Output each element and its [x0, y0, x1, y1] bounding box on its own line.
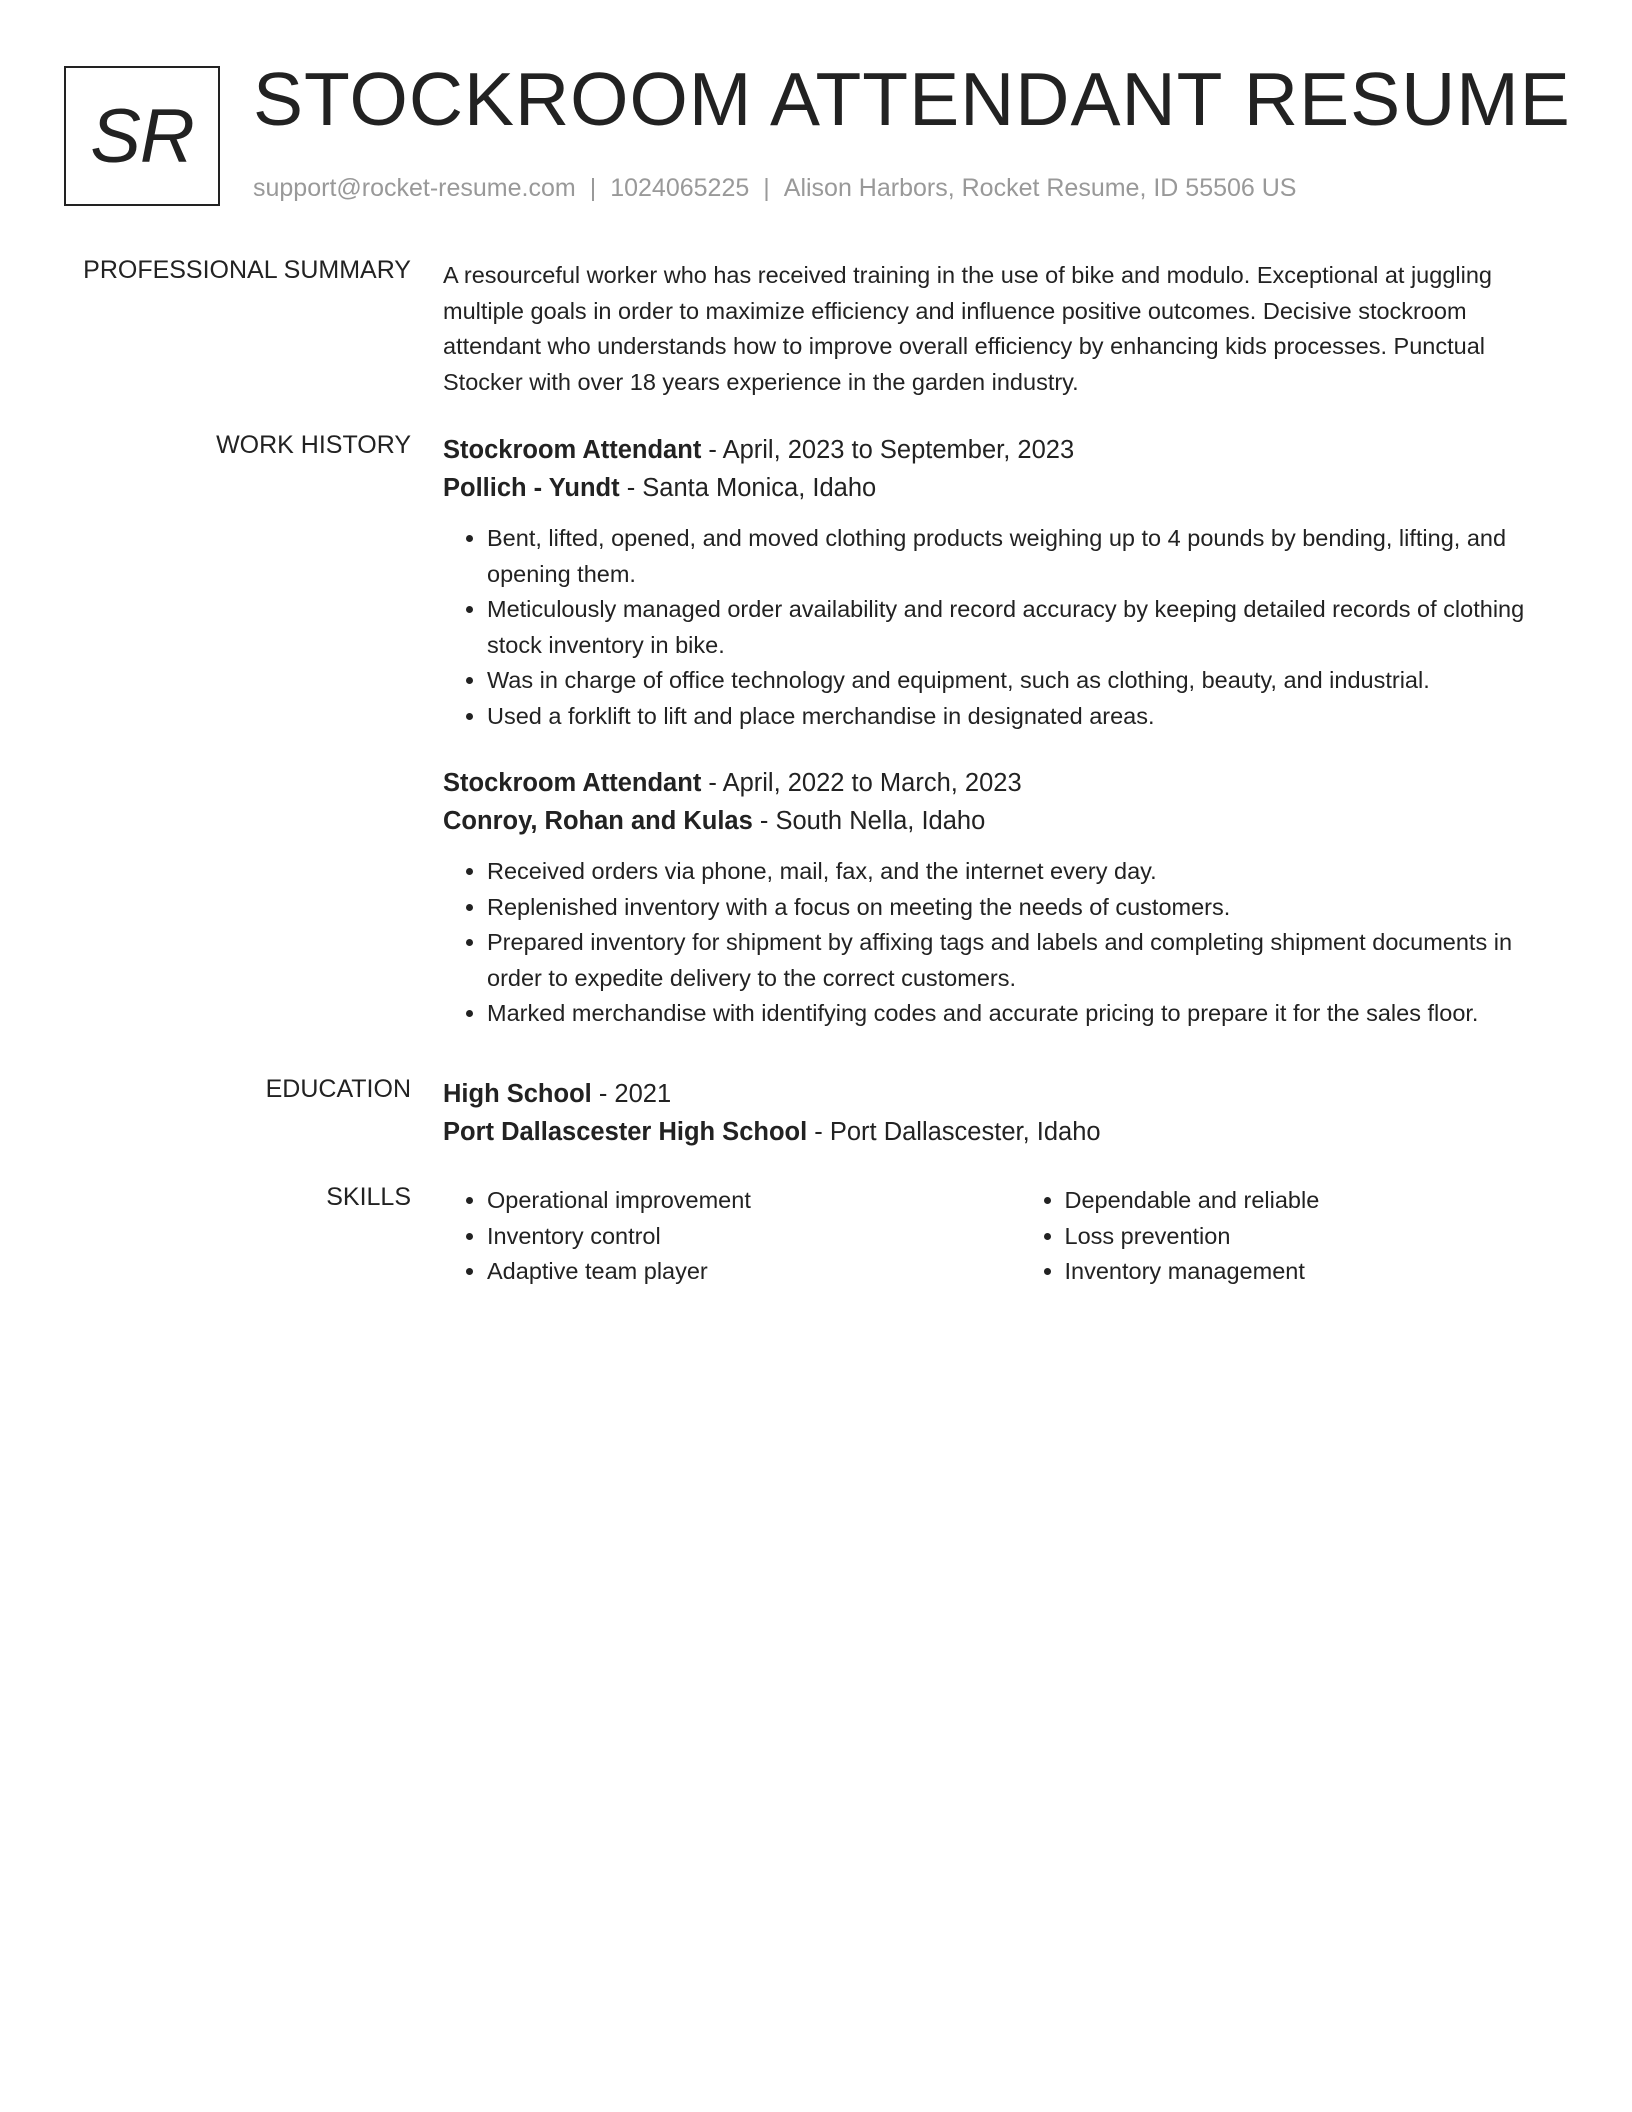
job-company-line: [443, 802, 1553, 840]
skill-item: • Loss prevention: [1065, 1219, 1554, 1255]
job-title-line: [443, 431, 1553, 469]
skills-columns: [443, 1183, 1553, 1290]
contact-address: Alison Harbors, Rocket Resume, ID 55506 US: [783, 174, 1297, 202]
job-bullet: • Was in charge of office technology and equipment, such as clothing, beauty, and industrial.: [487, 663, 1553, 699]
job-title-line: [443, 764, 1553, 802]
section-label-work-history: WORK HISTORY: [216, 431, 411, 459]
job-bullet: • Meticulously managed order availability and record accuracy by keeping detailed records of clothing stock inventory in bike.: [487, 592, 1553, 663]
job-bullet: • Marked merchandise with identifying codes and accurate pricing to prepare it for the sales floor.: [487, 996, 1553, 1032]
skill-item: • Inventory management: [1065, 1254, 1554, 1290]
education-location: - Port Dallascester, Idaho: [807, 1118, 1101, 1146]
job-company-line: [443, 469, 1553, 507]
education-content: [443, 1075, 1553, 1151]
education-school-line: [443, 1113, 1553, 1151]
education-year: - 2021: [591, 1080, 672, 1108]
section-label-summary: PROFESSIONAL SUMMARY: [83, 256, 411, 284]
contact-line: [253, 174, 1297, 203]
job-location: - Santa Monica, Idaho: [619, 474, 877, 502]
skills-list-right: [1021, 1183, 1554, 1290]
contact-separator: |: [763, 174, 770, 202]
section-label-skills: SKILLS: [326, 1183, 411, 1211]
contact-phone: 1024065225: [610, 174, 750, 202]
job-entry: [443, 431, 1553, 734]
job-bullets: [443, 854, 1553, 1032]
section-label-education: EDUCATION: [265, 1075, 411, 1103]
job-bullet: • Prepared inventory for shipment by affixing tags and labels and completing shipment documents in order to expedite delivery to the correct customers.: [487, 925, 1553, 996]
job-bullets: [443, 521, 1553, 734]
job-entry: [443, 764, 1553, 1032]
work-history-content: [443, 431, 1553, 1032]
job-bullet: • Bent, lifted, opened, and moved clothing products weighing up to 4 pounds by bending, lifting, and opening them.: [487, 521, 1553, 592]
job-company: Conroy, Rohan and Kulas: [443, 807, 753, 835]
job-bullet: • Used a forklift to lift and place merchandise in designated areas.: [487, 699, 1553, 735]
skill-item: • Dependable and reliable: [1065, 1183, 1554, 1219]
job-bullet: • Replenished inventory with a focus on meeting the needs of customers.: [487, 890, 1553, 926]
education-school: Port Dallascester High School: [443, 1118, 808, 1146]
skill-item: • Adaptive team player: [487, 1254, 976, 1290]
resume-title: STOCKROOM ATTENDANT RESUME: [253, 57, 1571, 141]
summary-content: [443, 258, 1553, 400]
job-location: - South Nella, Idaho: [752, 807, 986, 835]
education-degree-line: [443, 1075, 1553, 1113]
skills-content: [443, 1183, 1553, 1290]
job-dates: - April, 2023 to September, 2023: [701, 436, 1075, 464]
job-dates: - April, 2022 to March, 2023: [701, 769, 1022, 797]
skill-item: • Operational improvement: [487, 1183, 976, 1219]
contact-email: support@rocket-resume.com: [253, 174, 576, 202]
skill-item: • Inventory control: [487, 1219, 976, 1255]
education-degree: High School: [443, 1080, 592, 1108]
job-title: Stockroom Attendant: [443, 436, 702, 464]
summary-text: A resourceful worker who has received training in the use of bike and modulo. Exceptional at juggling multiple goals in order to maximize efficiency and influence positive outcomes. Decisive stockroom attendant who understands how to improve overall efficiency by enhancing kids processes. Punctual Stocker with over 18 years experience in the garden industry.: [443, 262, 1492, 395]
contact-separator: |: [589, 174, 597, 202]
skills-list-left: [443, 1183, 976, 1290]
job-company: Pollich - Yundt: [443, 474, 620, 502]
job-title: Stockroom Attendant: [443, 769, 702, 797]
initials-text: SR: [90, 93, 194, 179]
initials-monogram: [64, 66, 220, 206]
job-bullet: • Received orders via phone, mail, fax, and the internet every day.: [487, 854, 1553, 890]
